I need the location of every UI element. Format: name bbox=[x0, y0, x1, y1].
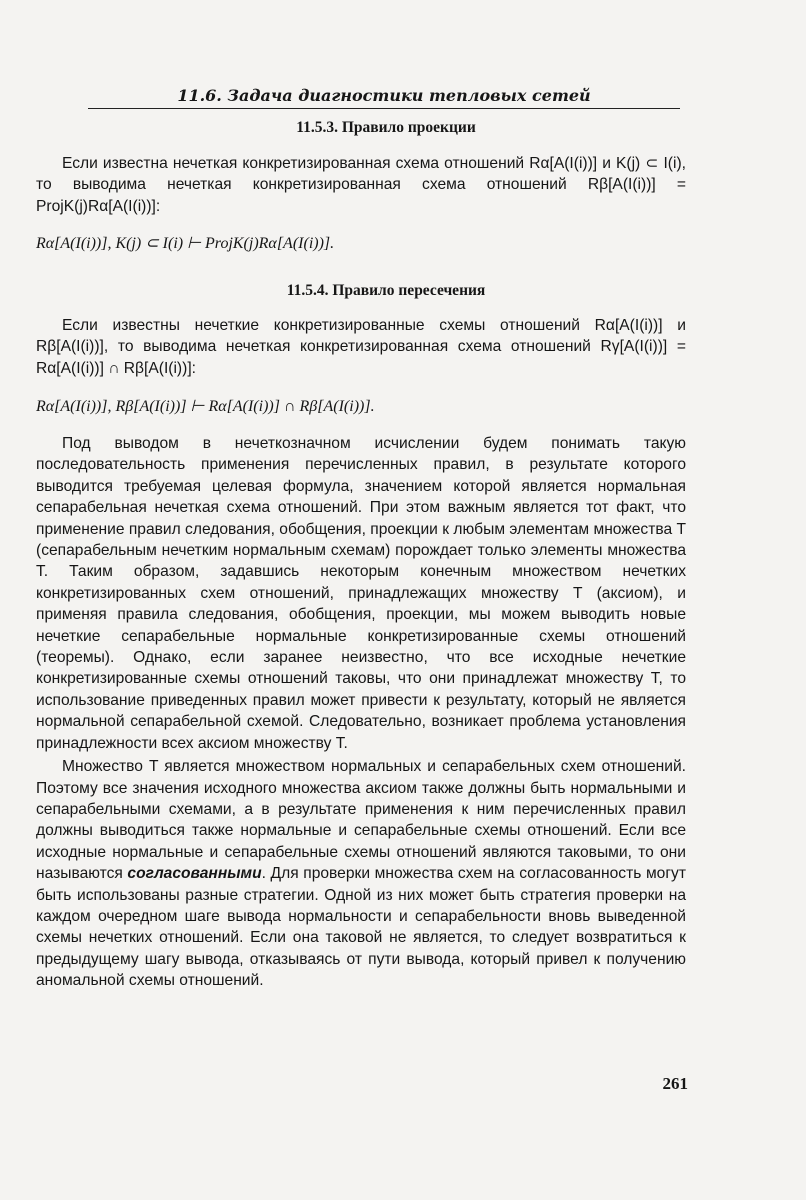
running-header: 11.6. Задача диагностики тепловых сетей bbox=[177, 86, 591, 105]
intersection-rule-text: Если известны нечеткие конкретизированные схемы отношений Rα[A(I(i))] и Rβ[A(I(i))], то выводима нечеткая конкретизированная схема отношений Rγ[A(I(i))] = Rα[A(I(i))] ∩ Rβ[A(I(i))]: bbox=[36, 317, 686, 377]
term-consistent: согласованными bbox=[127, 865, 262, 883]
body-paragraph-2-start: Множество T является множеством нормальных и сепарабельных схем отношений. Поэтому все значения исходного множества аксиом также должны быть нормальными и сепарабельными схемами, а в результате применения к ним перечисленных правил должны выводиться также нормальные и сепарабельные схемы отношений. Если все исходные нормальные и сепарабельные схемы отношений являются таковыми, то они называются bbox=[36, 758, 686, 883]
body-text bbox=[36, 433, 686, 992]
section-title-projection: 11.5.3. Правило проекции bbox=[296, 119, 476, 136]
intersection-formula: Rα[A(I(i))], Rβ[A(I(i))] ⊢ Rα[A(I(i))] ∩ Rβ[A(I(i))]. bbox=[36, 398, 375, 415]
page-number: 261 bbox=[662, 1074, 688, 1093]
header-rule bbox=[88, 108, 680, 109]
projection-formula: Rα[A(I(i))], K(j) ⊂ I(i) ⊢ ProjK(j)Rα[A(I(i))]. bbox=[36, 235, 335, 252]
projection-rule-text: Если известна нечеткая конкретизированная схема отношений Rα[A(I(i))] и K(j) ⊂ I(i), то выводима нечеткая конкретизированная схема отношений Rβ[A(I(i))] = ProjK(j)Rα[A(I(i))]: bbox=[36, 155, 686, 215]
section-2-paragraph bbox=[36, 315, 686, 379]
body-paragraph-2-end: . Для проверки множества схем на согласованность могут быть использованы разные стратегии. Одной из них может быть стратегия проверки на каждом очередном шаге вывода нормальности и сепарабельности вновь выведенной схемы нечетких отношений. Если она таковой не является, то следует возвратиться к предыдущему шагу вывода, отказываясь от пути вывода, который привел к получению аномальной схемы отношений. bbox=[36, 865, 686, 990]
section-title-intersection: 11.5.4. Правило пересечения bbox=[286, 282, 486, 299]
body-paragraph-2 bbox=[36, 756, 686, 991]
body-paragraph-1: Под выводом в нечеткозначном исчислении будем понимать такую последовательность применения перечисленных правил, в результате которого выводится требуемая целевая формула, значением которой является нормальная сепарабельная нечеткая схема отношений. При этом важным является тот факт, что применение правил следования, обобщения, проекции к любым элементам множества T (сепарабельным нечетким нормальным схемам) порождает только элементы множества T. Таким образом, задавшись некоторым конечным множеством нечетких конкретизированных схем отношений, принадлежащих множеству T (аксиом), и применяя правила следования, обобщения, проекции, мы можем выводить новые нечеткие сепарабельные нормальные конкретизированные схемы отношений (теоремы). Однако, если заранее неизвестно, что все исходные нечеткие конкретизированные схемы отношений таковы, что они принадлежат множеству T, то использование приведенных правил может привести к результату, который не является нормальной сепарабельной схемой. Следовательно, возникает проблема установления принадлежности всех аксиом множеству T. bbox=[36, 435, 686, 752]
section-1-paragraph bbox=[36, 153, 686, 217]
